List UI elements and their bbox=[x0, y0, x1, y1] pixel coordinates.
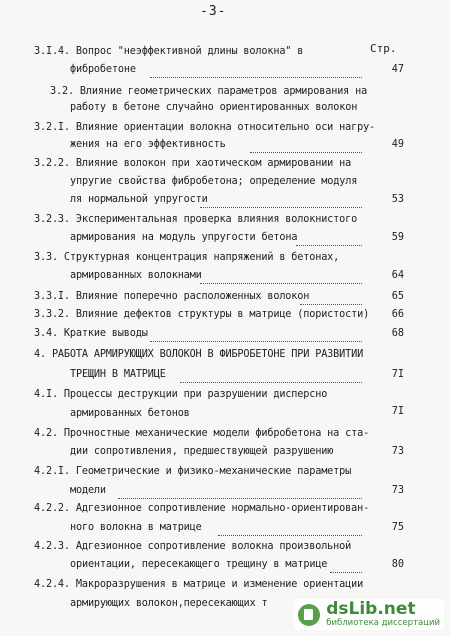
toc-line: упругие свойства фибробетона; определение модуля bbox=[70, 176, 358, 187]
toc-line: ного волокна в матрице bbox=[70, 522, 202, 533]
watermark[interactable] bbox=[294, 599, 444, 630]
toc-page-ref: 7I bbox=[391, 369, 404, 380]
book-logo-icon bbox=[298, 604, 320, 626]
toc-line: жения на его эффективность bbox=[70, 139, 226, 150]
toc-line: армирующих волокон,пересекающих т bbox=[70, 598, 268, 609]
toc-page-ref: 73 bbox=[391, 446, 404, 457]
toc-line: 4.2.2. Адгезионное сопротивление нормально-ориентирован- bbox=[34, 503, 370, 514]
toc-line: модели bbox=[70, 485, 106, 496]
toc-page-ref: 73 bbox=[391, 485, 404, 496]
toc-page-ref: 53 bbox=[391, 194, 404, 205]
toc-line: 3.3. Структурная концентрация напряжений в бетонах, bbox=[34, 252, 340, 263]
leader-line bbox=[250, 152, 362, 153]
leader-line bbox=[296, 245, 362, 246]
toc-line: ТРЕЩИН В МАТРИЦЕ bbox=[70, 369, 166, 380]
page-column-header: Стр. bbox=[370, 42, 397, 55]
toc-line: 3.2. Влияние геометрических параметров армирования на bbox=[50, 86, 368, 97]
toc-page-ref: 75 bbox=[391, 522, 404, 533]
leader-line bbox=[218, 535, 362, 536]
toc-page-ref: 66 bbox=[391, 309, 404, 320]
leader-line bbox=[118, 498, 362, 499]
toc-line: 4.I. Процессы деструкции при разрушении дисперсно bbox=[34, 389, 328, 400]
toc-line: 3.3.2. Влияние дефектов структуры в матрице (пористости) bbox=[34, 309, 370, 320]
toc-line: 3.3.I. Влияние поперечно расположенных волокон bbox=[34, 291, 310, 302]
leader-line bbox=[150, 341, 362, 342]
toc-page-ref: 68 bbox=[391, 328, 404, 339]
toc-line: ля нормальной упругости bbox=[70, 194, 208, 205]
leader-line bbox=[330, 572, 362, 573]
page-number: -3- bbox=[200, 4, 227, 19]
toc-line: работу в бетоне случайно ориентированных волокон bbox=[70, 102, 358, 113]
toc-line: 4.2.4. Макроразрушения в матрице и изменение ориентации bbox=[34, 579, 364, 590]
toc-line: 4.2.3. Адгезионное сопротивление волокна произвольной bbox=[34, 541, 352, 552]
toc-page-ref: 59 bbox=[391, 232, 404, 243]
toc-line: 3.2.I. Влияние ориентации волокна относительно оси нагру- bbox=[34, 122, 376, 133]
leader-line bbox=[150, 77, 362, 78]
toc-page-ref: 65 bbox=[391, 291, 404, 302]
toc-line: ориентации, пересекающего трещину в матрице bbox=[70, 559, 328, 570]
toc-line: 4. РАБОТА АРМИРУЮЩИХ ВОЛОКОН В ФИБРОБЕТОНЕ ПРИ РАЗВИТИИ bbox=[34, 349, 364, 360]
toc-page-ref: 7I bbox=[391, 406, 404, 417]
leader-line bbox=[200, 283, 362, 284]
toc-line: 4.2.I. Геометрические и физико-механические параметры bbox=[34, 466, 352, 477]
watermark-brand: dsLib.net bbox=[326, 599, 416, 620]
toc-page-ref: 49 bbox=[391, 139, 404, 150]
toc-page-ref: 64 bbox=[391, 270, 404, 281]
toc-page-ref: 47 bbox=[391, 64, 404, 75]
toc-line: 4.2. Прочностные механические модели фибробетона на ста- bbox=[34, 428, 370, 439]
toc-line: 3.I.4. Вопрос "неэффективной длины волокна" в bbox=[34, 46, 304, 57]
toc-page-ref: 80 bbox=[391, 559, 404, 570]
leader-line bbox=[180, 382, 362, 383]
toc-line: армированных бетонов bbox=[70, 408, 190, 419]
toc-line: 3.2.3. Экспериментальная проверка влияния волокнистого bbox=[34, 214, 358, 225]
watermark-subtitle: библиотека диссертаций bbox=[326, 618, 440, 629]
toc-line: 3.4. Краткие выводы bbox=[34, 328, 148, 339]
toc-line: 3.2.2. Влияние волокон при хаотическом армировании на bbox=[34, 158, 352, 169]
leader-line bbox=[200, 207, 362, 208]
toc-line: армирования на модуль упругости бетона bbox=[70, 232, 298, 243]
leader-line bbox=[300, 304, 362, 305]
toc-line: фибробетоне bbox=[70, 64, 136, 75]
toc-line: дии сопротивления, предшествующей разрушению bbox=[70, 446, 334, 457]
toc-line: армированных волокнами bbox=[70, 270, 202, 281]
